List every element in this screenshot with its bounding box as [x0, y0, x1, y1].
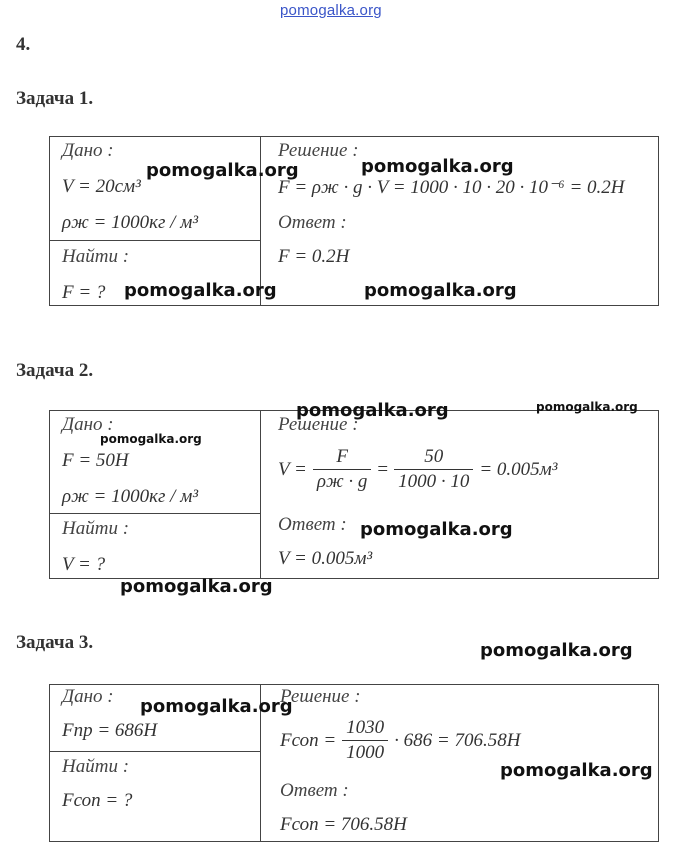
problem-1-given-volume: V = 20см³	[62, 176, 141, 197]
watermark: pomogalka.org	[296, 400, 449, 421]
problem-1-answer: F = 0.2H	[278, 246, 350, 267]
problem-2-solution-label: Решение :	[278, 414, 359, 435]
problem-3-given-label: Дано :	[62, 686, 114, 707]
problem-2-solution-lhs: V =	[278, 458, 307, 480]
problem-1-given-density: ρж = 1000кг / м³	[62, 212, 199, 233]
problem-3-fraction	[342, 716, 388, 765]
problem-2-divider	[260, 410, 261, 578]
problem-2-fraction-1-denominator: ρж · g	[316, 471, 368, 492]
watermark: pomogalka.org	[361, 156, 514, 177]
problem-2-fraction-2-numerator: 50	[394, 445, 473, 470]
problem-1-title: Задача 1.	[16, 88, 94, 109]
problem-2-fraction-2-denominator: 1000 · 10	[398, 471, 470, 492]
problem-3-find-value: Fсоп = ?	[62, 790, 133, 811]
exercise-number: 4.	[16, 34, 31, 55]
problem-2-find-label: Найти :	[62, 518, 130, 539]
problem-3-solution-label: Решение :	[280, 686, 361, 707]
watermark: pomogalka.org	[100, 432, 202, 446]
problem-2-solution-result: = 0.005м³	[479, 458, 558, 480]
watermark: pomogalka.org	[480, 640, 633, 661]
problem-2-solution: V = $\frac{F}{\rho ж \cdot g}$ = $\frac{50}{1000 \cdot 10}$ = 0.005м³	[278, 446, 558, 492]
problem-3-given-force: Fпр = 686H	[62, 720, 158, 741]
problem-3-fraction-denominator: 1000	[346, 742, 385, 763]
problem-1-find-value: F = ?	[62, 282, 106, 303]
problem-3-find-label: Найти :	[62, 756, 130, 777]
problem-3-given-separator	[49, 751, 261, 752]
problem-2-answer-label: Ответ :	[278, 514, 347, 535]
problem-3-solution-lhs: Fсоп =	[280, 729, 337, 751]
problem-2-given-label: Дано :	[62, 414, 114, 435]
problem-2-given-force: F = 50H	[62, 450, 129, 471]
watermark: pomogalka.org	[124, 280, 277, 301]
problem-3-solution-rest: · 686 = 706.58H	[394, 729, 521, 751]
watermark: pomogalka.org	[360, 519, 513, 540]
problem-2-given-density: ρж = 1000кг / м³	[62, 486, 199, 507]
problem-1-answer-label: Ответ :	[278, 212, 347, 233]
problem-2-fraction-1-numerator: F	[313, 445, 372, 470]
problem-3-title: Задача 3.	[16, 632, 94, 653]
watermark: pomogalka.org	[536, 400, 638, 414]
problem-2-given-separator	[49, 513, 261, 514]
problem-2-find-value: V = ?	[62, 554, 106, 575]
watermark: pomogalka.org	[140, 696, 293, 717]
problem-3-answer-label: Ответ :	[280, 780, 349, 801]
problem-2-title: Задача 2.	[16, 360, 94, 381]
problem-1-given-separator	[49, 240, 261, 241]
site-link[interactable]: pomogalka.org	[280, 2, 382, 19]
problem-3-fraction-numerator: 1030	[342, 716, 388, 741]
problem-3-answer: Fсоп = 706.58H	[280, 814, 407, 835]
problem-1-given-label: Дано :	[62, 140, 114, 161]
problem-3-solution	[280, 716, 520, 765]
problem-1-solution: F = ρж · g · V = 1000 · 10 · 20 · 10⁻⁶ = 0.2H	[278, 177, 625, 198]
watermark: pomogalka.org	[364, 280, 517, 301]
problem-1-find-label: Найти :	[62, 246, 130, 267]
watermark: pomogalka.org	[146, 160, 299, 181]
watermark: pomogalka.org	[120, 576, 273, 597]
problem-2-fraction-1	[313, 445, 372, 494]
watermark: pomogalka.org	[500, 760, 653, 781]
problem-2-answer: V = 0.005м³	[278, 548, 373, 569]
problem-2-fraction-2	[394, 445, 473, 494]
problem-1-solution-label: Решение :	[278, 140, 359, 161]
